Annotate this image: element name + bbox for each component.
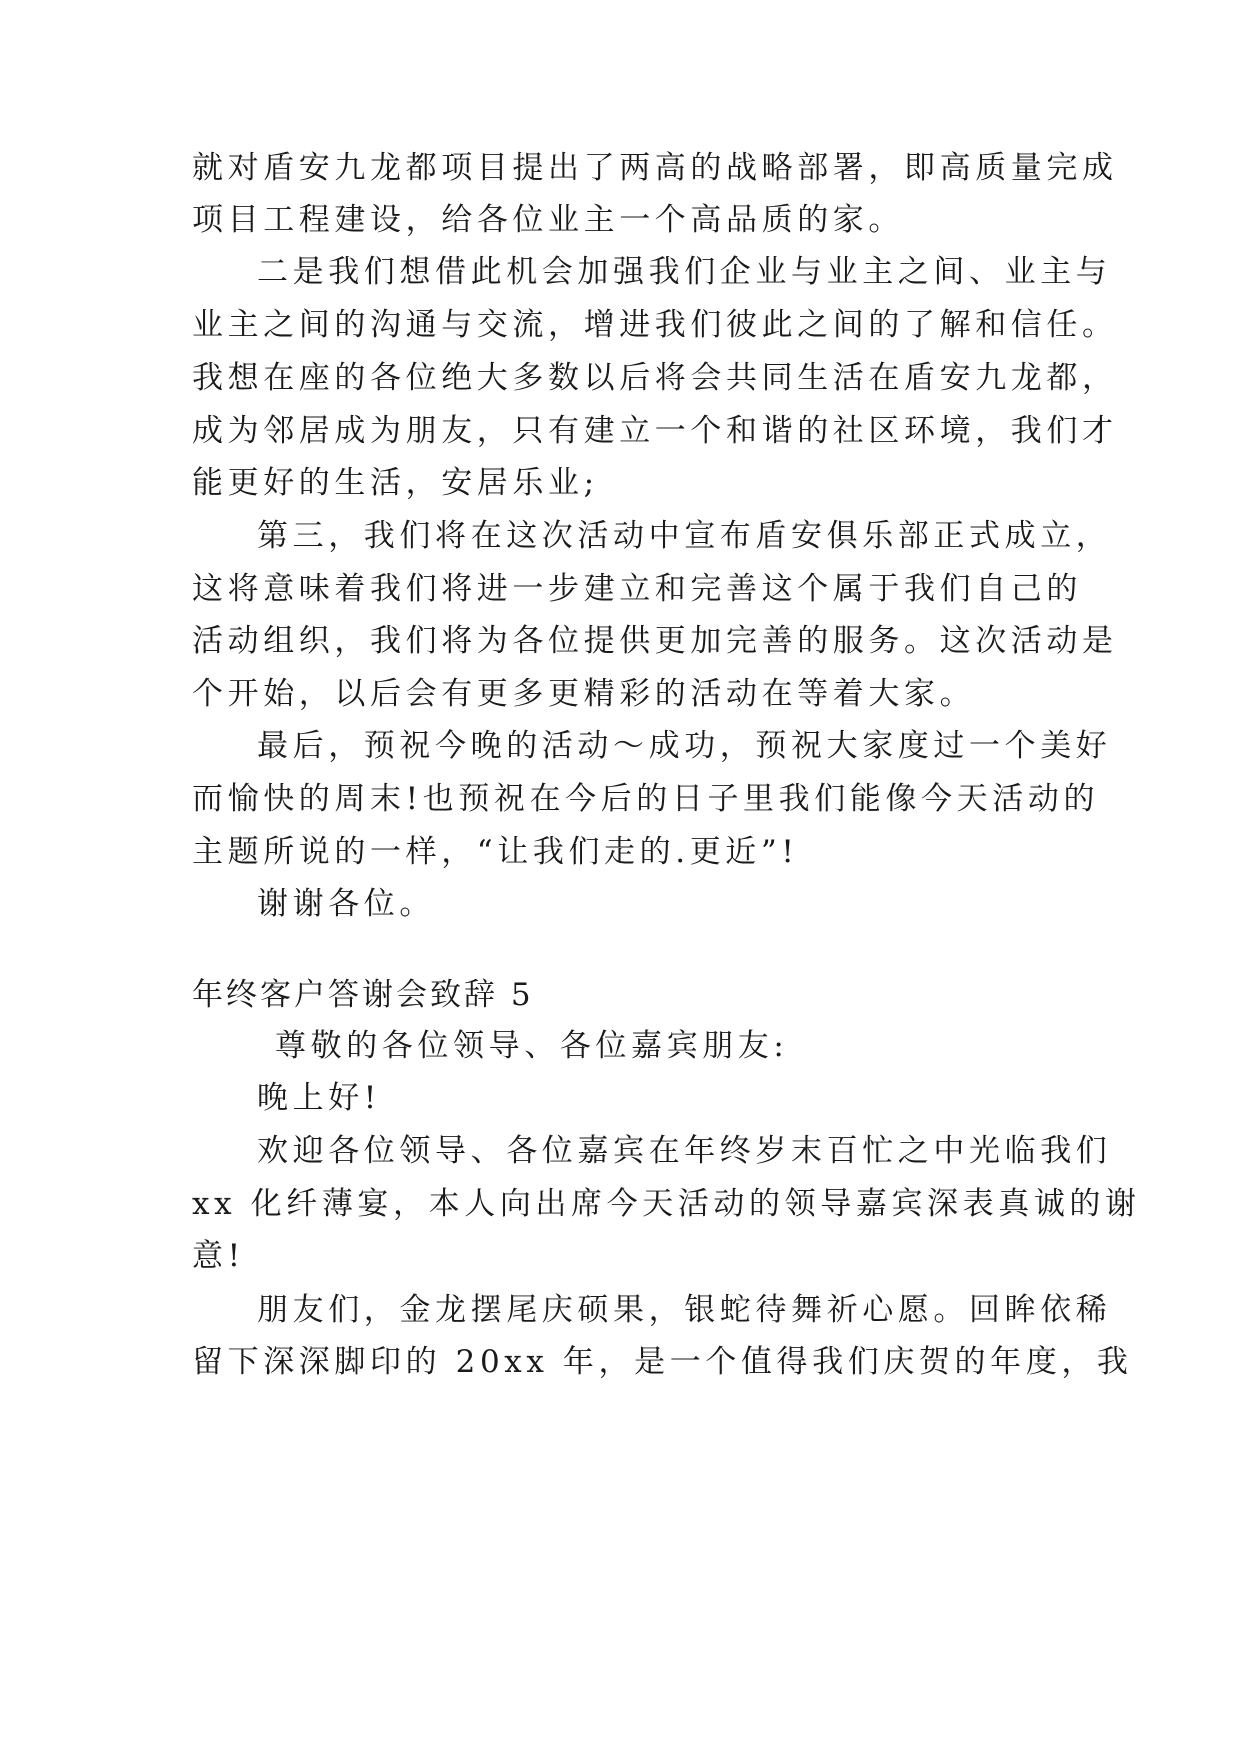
text-line: 留下深深脚印的 20xx 年，是一个值得我们庆贺的年度，我 <box>192 1344 1133 1380</box>
thanks-line: 谢谢各位。 <box>257 886 435 922</box>
text-line: 就对盾安九龙都项目提出了两高的战略部署，即高质量完成 <box>192 150 1118 186</box>
paragraph-first-line: 最后，预祝今晚的活动～成功，预祝大家度过一个美好 <box>257 728 1112 764</box>
section-title: 年终客户答谢会致辞 5 <box>192 977 534 1013</box>
paragraph-first-line: 欢迎各位领导、各位嘉宾在年终岁末百忙之中光临我们 <box>257 1133 1112 1169</box>
greeting: 晚上好! <box>257 1080 381 1116</box>
paragraph-first-line: 朋友们，金龙摆尾庆硕果，银蛇待舞祈心愿。回眸依稀 <box>257 1292 1112 1328</box>
text-line: 个开始，以后会有更多更精彩的活动在等着大家。 <box>192 676 976 712</box>
text-line: 而愉快的周末!也预祝在今后的日子里我们能像今天活动的 <box>192 781 1100 817</box>
paragraph-first-line: 第三，我们将在这次活动中宣布盾安俱乐部正式成立， <box>257 518 1112 554</box>
text-line: 成为邻居成为朋友，只有建立一个和谐的社区环境，我们才 <box>192 413 1118 449</box>
text-line: 活动组织，我们将为各位提供更加完善的服务。这次活动是 <box>192 623 1118 659</box>
text-line: 能更好的生活，安居乐业; <box>192 465 599 501</box>
text-line: 主题所说的一样，“让我们走的.更近”! <box>192 834 799 870</box>
text-line: 意! <box>192 1238 245 1274</box>
text-line: 项目工程建设，给各位业主一个高品质的家。 <box>192 202 904 238</box>
salutation: 尊敬的各位领导、各位嘉宾朋友: <box>275 1028 789 1064</box>
text-line: 我想在座的各位绝大多数以后将会共同生活在盾安九龙都， <box>192 360 1118 396</box>
text-line: 这将意味着我们将进一步建立和完善这个属于我们自己的 <box>192 571 1082 607</box>
paragraph-first-line: 二是我们想借此机会加强我们企业与业主之间、业主与 <box>257 254 1112 290</box>
text-line: xx 化纤薄宴，本人向出席今天活动的领导嘉宾深表真诚的谢 <box>192 1186 1141 1222</box>
text-line: 业主之间的沟通与交流，增进我们彼此之间的了解和信任。 <box>192 307 1118 343</box>
